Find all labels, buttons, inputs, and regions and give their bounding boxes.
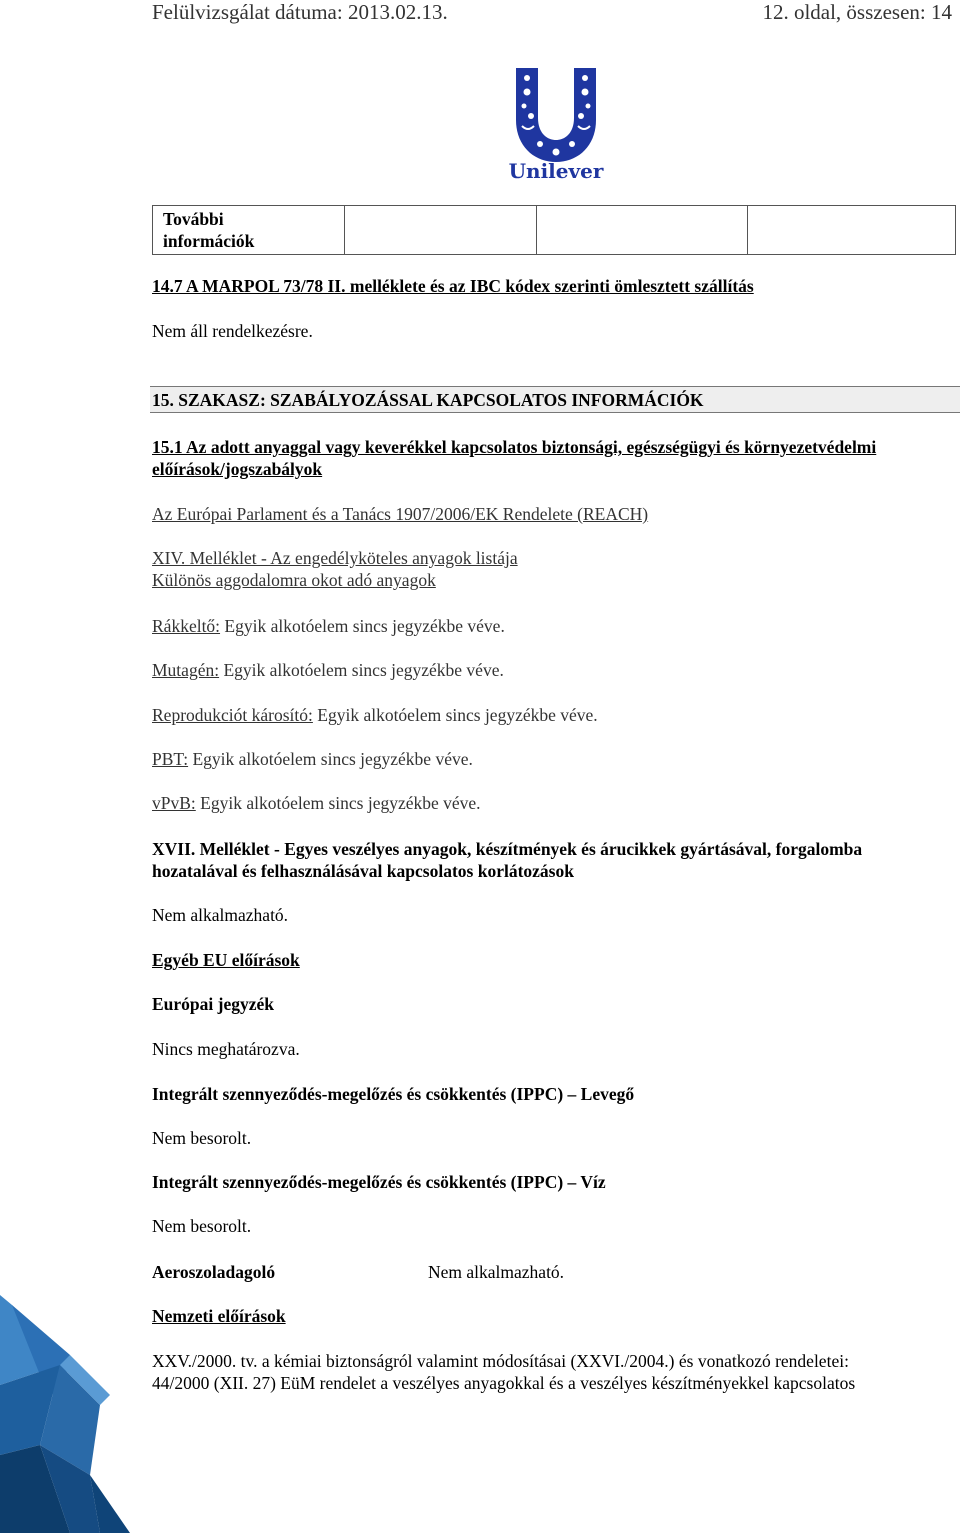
s15-1-title-line2: előírások/jogszabályok [152, 459, 323, 479]
annex-17-text: Nem alkalmazható. [152, 905, 289, 925]
eu-list-title: Európai jegyzék [152, 994, 275, 1014]
info-cell-2 [345, 206, 537, 255]
national-title: Nemzeti előírások [152, 1306, 286, 1326]
pbt-label: PBT: [152, 749, 189, 769]
further-info-table [152, 205, 956, 255]
mutagen-label: Mutagén: [152, 660, 220, 680]
vpvb-row [152, 792, 481, 814]
annex-17-title-line1: XVII. Melléklet - Egyes veszélyes anyagok, készítmények és árucikkek gyártásával, forgalomba [152, 839, 863, 859]
national-line2: 44/2000 (XII. 27) EüM rendelet a veszélyes anyagokkal és a veszélyes készítményekkel kapcsolatos [152, 1373, 856, 1393]
ippc-water-text: Nem besorolt. [152, 1216, 252, 1236]
vpvb-text: Egyik alkotóelem sincs jegyzékbe véve. [195, 793, 481, 813]
unilever-logo [500, 64, 612, 182]
ippc-air-text: Nem besorolt. [152, 1128, 252, 1148]
further-info-label-line1: További [163, 209, 224, 229]
review-date: Felülvizsgálat dátuma: 2013.02.13. [152, 0, 448, 24]
mutagen-row [152, 659, 504, 681]
annex-14-title: XIV. Melléklet - Az engedélyköteles anyagok listája [152, 548, 518, 568]
s14-7-text: Nem áll rendelkezésre. [152, 321, 313, 341]
reproductive-row [152, 704, 598, 726]
reproductive-text: Egyik alkotóelem sincs jegyzékbe véve. [312, 705, 598, 725]
unilever-u-icon [500, 64, 612, 182]
aerosol-label: Aeroszoladagoló [152, 1262, 276, 1282]
corner-decoration [0, 1295, 130, 1533]
aerosol-value: Nem alkalmazható. [428, 1262, 565, 1282]
reproductive-label: Reprodukciót károsító: [152, 705, 313, 725]
annex-14-subtitle: Különös aggodalomra okot adó anyagok [152, 570, 436, 590]
section-15-header [150, 386, 960, 413]
carcinogen-text: Egyik alkotóelem sincs jegyzékbe véve. [220, 616, 505, 636]
carcinogen-row [152, 615, 505, 637]
other-eu-title: Egyéb EU előírások [152, 950, 300, 970]
section-15-title: 15. SZAKASZ: SZABÁLYOZÁSSAL KAPCSOLATOS INFORMÁCIÓK [152, 390, 704, 410]
reach-regulation: Az Európai Parlament és a Tanács 1907/2006/EK Rendelete (REACH) [152, 504, 649, 524]
eu-list-text: Nincs meghatározva. [152, 1039, 300, 1059]
s14-7-title: 14.7 A MARPOL 73/78 II. melléklete és az IBC kódex szerinti ömlesztett szállítás [152, 276, 754, 296]
further-info-label [153, 206, 345, 255]
ippc-water-title: Integrált szennyeződés-megelőzés és csökkentés (IPPC) – Víz [152, 1172, 606, 1192]
unilever-wordmark: Unilever [508, 159, 604, 182]
further-info-label-line2: információk [163, 231, 255, 251]
vpvb-label: vPvB: [152, 793, 196, 813]
national-line1: XXV./2000. tv. a kémiai biztonságról valamint módosításai (XXVI./2004.) és vonatkozó rendeletei: [152, 1351, 849, 1371]
info-cell-4 [748, 206, 956, 255]
s15-1-title-line1: 15.1 Az adott anyaggal vagy keverékkel kapcsolatos biztonsági, egészségügyi és környezetvédelmi [152, 437, 877, 457]
annex-17-title-line2: hozatalával és felhasználásával kapcsolatos korlátozások [152, 861, 574, 881]
corner-facet-icon [0, 1295, 130, 1533]
ippc-air-title: Integrált szennyeződés-megelőzés és csökkentés (IPPC) – Levegő [152, 1084, 635, 1104]
carcinogen-label: Rákkeltő: [152, 616, 221, 636]
pbt-text: Egyik alkotóelem sincs jegyzékbe véve. [188, 749, 473, 769]
mutagen-text: Egyik alkotóelem sincs jegyzékbe véve. [219, 660, 504, 680]
page-info: 12. oldal, összesen: 14 [762, 0, 952, 24]
info-cell-3 [537, 206, 748, 255]
pbt-row [152, 748, 473, 770]
